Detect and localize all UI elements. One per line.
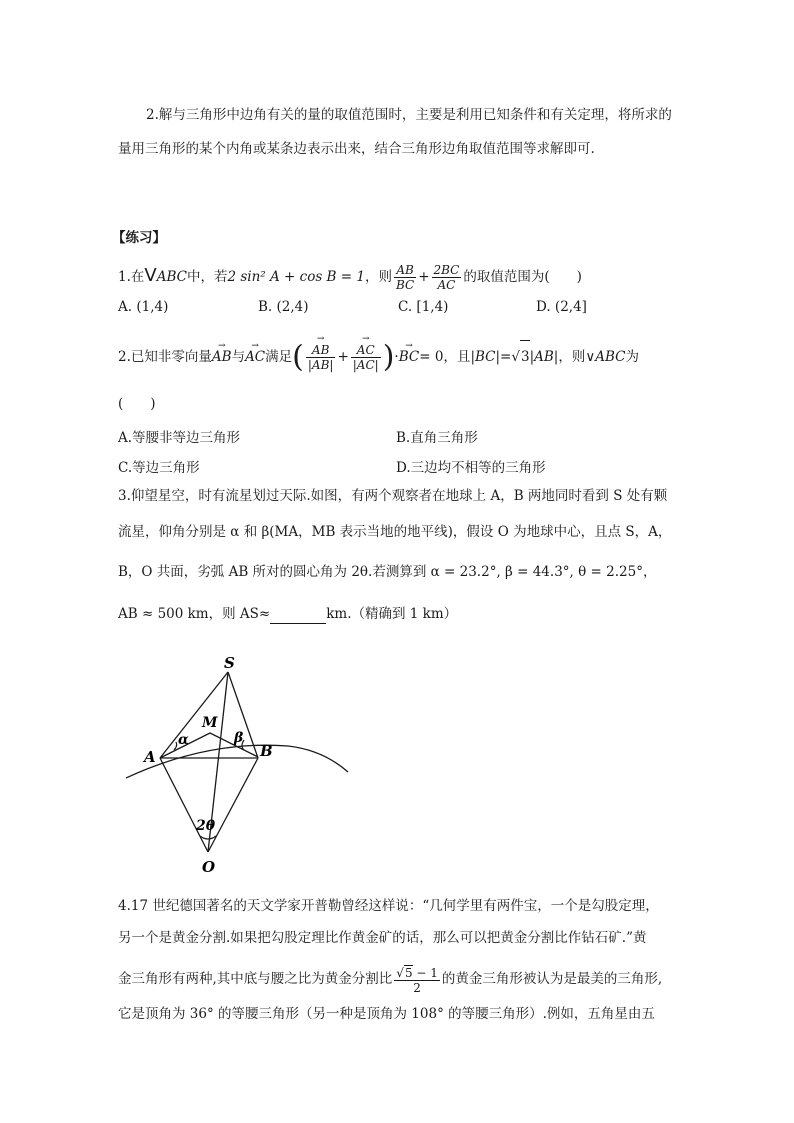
q4-line-2: 另一个是黄金分割.如果把勾股定理比作黄金矿的话，那么可以把黄金分割比作钻石矿.”黄 [118,930,647,946]
q2-triangle: ABC [595,349,626,365]
q2-eq: = [500,349,512,365]
q2-triangle-symbol: ∨ [585,349,596,365]
q2-sqrt3: 3 [520,340,530,373]
alpha-arc [174,742,177,750]
q2-then: ，则 [558,349,586,365]
q1-fraction-2: $\frac{2BC}{AC}$ [433,263,460,292]
golden-ratio-fraction: $\frac{√5 - 1}{2}$ [396,965,438,995]
q1-then: ，则 [364,269,392,285]
q2-option-b: B.直角三角形 [396,430,478,446]
q2-option-d: D.三边均不相等的三角形 [396,460,546,476]
label-beta: β [234,730,244,746]
intro-paragraph [118,98,678,166]
geometry-figure [118,650,358,880]
q1-option-b: B. (2,4) [258,299,309,315]
q3-line-2: 流星，仰角分别是 α 和 β(MA，MB 表示当地的地平线)，假设 O 为地球中心，且点 S，A， [118,524,672,540]
q2-fraction-ac: → $\frac{AC}{|AC|}$ [351,343,381,372]
intro-text: 2.解与三角形中边角有关的量的取值范围时，主要是利用已知条件和有关定理，将所求的量用三角形的某个内角或某条边表示出来，结合三角形边角取值范围等求解即可. [118,107,672,157]
q3-line-4-b: km.（精确到 1 km） [326,606,458,622]
q2-option-a: A.等腰非等边三角形 [118,430,241,446]
q1-mid: 中，若 [186,269,228,285]
label-a: A [144,748,156,766]
earth-arc [126,745,348,778]
q3-line-4-a: AB ≈ 500 km，则 AS≈ [118,606,271,622]
theta-arc [200,836,216,839]
question-2: 2.已知非零向量→ AB与→ AC满足( → $\frac{AB}{|AB|}$ + → $\frac{AC}{|AC|}$ )·→ BC= 0，且|BC|=√3|AB|，则∨ABC为 [118,340,639,373]
q4-line-3-b: 的黄金三角形被认为是最美的三角形, [441,971,663,987]
label-s: S [224,654,235,672]
q2-vector-ac: → AC [245,341,265,373]
q2-abs-ab: |AB| [529,349,559,365]
q2-vector-bc: → BC [399,341,420,373]
q2-prefix: 2.已知非零向量 [118,349,212,365]
q4-line-4: 它是顶角为 36° 的等腰三角形（另一种是顶角为 108° 的等腰三角形）.例如，五角星由五 [118,1006,655,1022]
q2-answer-paren: ( ) [118,396,156,412]
q2-satisfy: 满足 [265,349,293,365]
q3-line-1: 3.仰望星空，时有流星划过天际.如图，有两个观察者在地球上 A，B 两地同时看到 S 处有颗 [118,488,668,504]
q1-option-a: A. (1,4) [118,299,169,315]
answer-blank [270,609,326,624]
q1-suffix: 的取值范围为( ) [463,269,582,285]
q1-triangle-symbol: V [144,265,157,286]
label-b: B [260,742,273,760]
label-m: M [202,715,218,731]
q4-line-1: 4.17 世纪德国著名的天文学家开普勒曾经这样说：“几何学里有两件宝，一个是勾股定理， [118,898,659,914]
label-alpha: α [178,732,189,748]
q1-option-c: C. [1,4) [398,299,449,315]
question-1 [118,262,582,292]
line-ao [160,758,208,852]
practice-heading: 【练习】 [112,230,166,246]
line-bo [208,758,258,852]
line-sa [160,672,228,758]
q2-abs-bc: |BC| [470,349,501,365]
q1-option-d: D. (2,4] [536,299,587,315]
q2-vector-ab: → AB [212,341,232,373]
label-theta: 2θ [196,818,216,834]
q1-fraction-1: $\frac{AB}{BC}$ [395,263,415,292]
q2-dot: · [394,349,399,365]
q1-equation: 2 sin² A + cos B = 1 [227,269,365,285]
q4-line-3 [118,964,662,995]
q1-triangle: ABC [156,269,187,285]
q2-fraction-ab: → $\frac{AB}{|AB|}$ [306,343,336,372]
q3-line-4 [118,604,457,624]
q2-option-c: C.等边三角形 [118,460,200,476]
label-o: O [202,858,216,876]
q2-and: 与 [231,349,246,365]
q1-plus: + [418,269,430,285]
q2-suffix: 为 [625,349,639,365]
q2-eq-zero: = 0，且 [419,349,471,365]
q3-line-3: B，O 共面，劣弧 AB 所对的圆心角为 2θ.若测算到 α = 23.2°, β = 44.3°, θ = 2.25°， [118,564,657,580]
q4-line-3-a: 金三角形有两种,其中底与腰之比为黄金分割比 [118,971,393,987]
q1-prefix: 1.在 [118,269,145,285]
